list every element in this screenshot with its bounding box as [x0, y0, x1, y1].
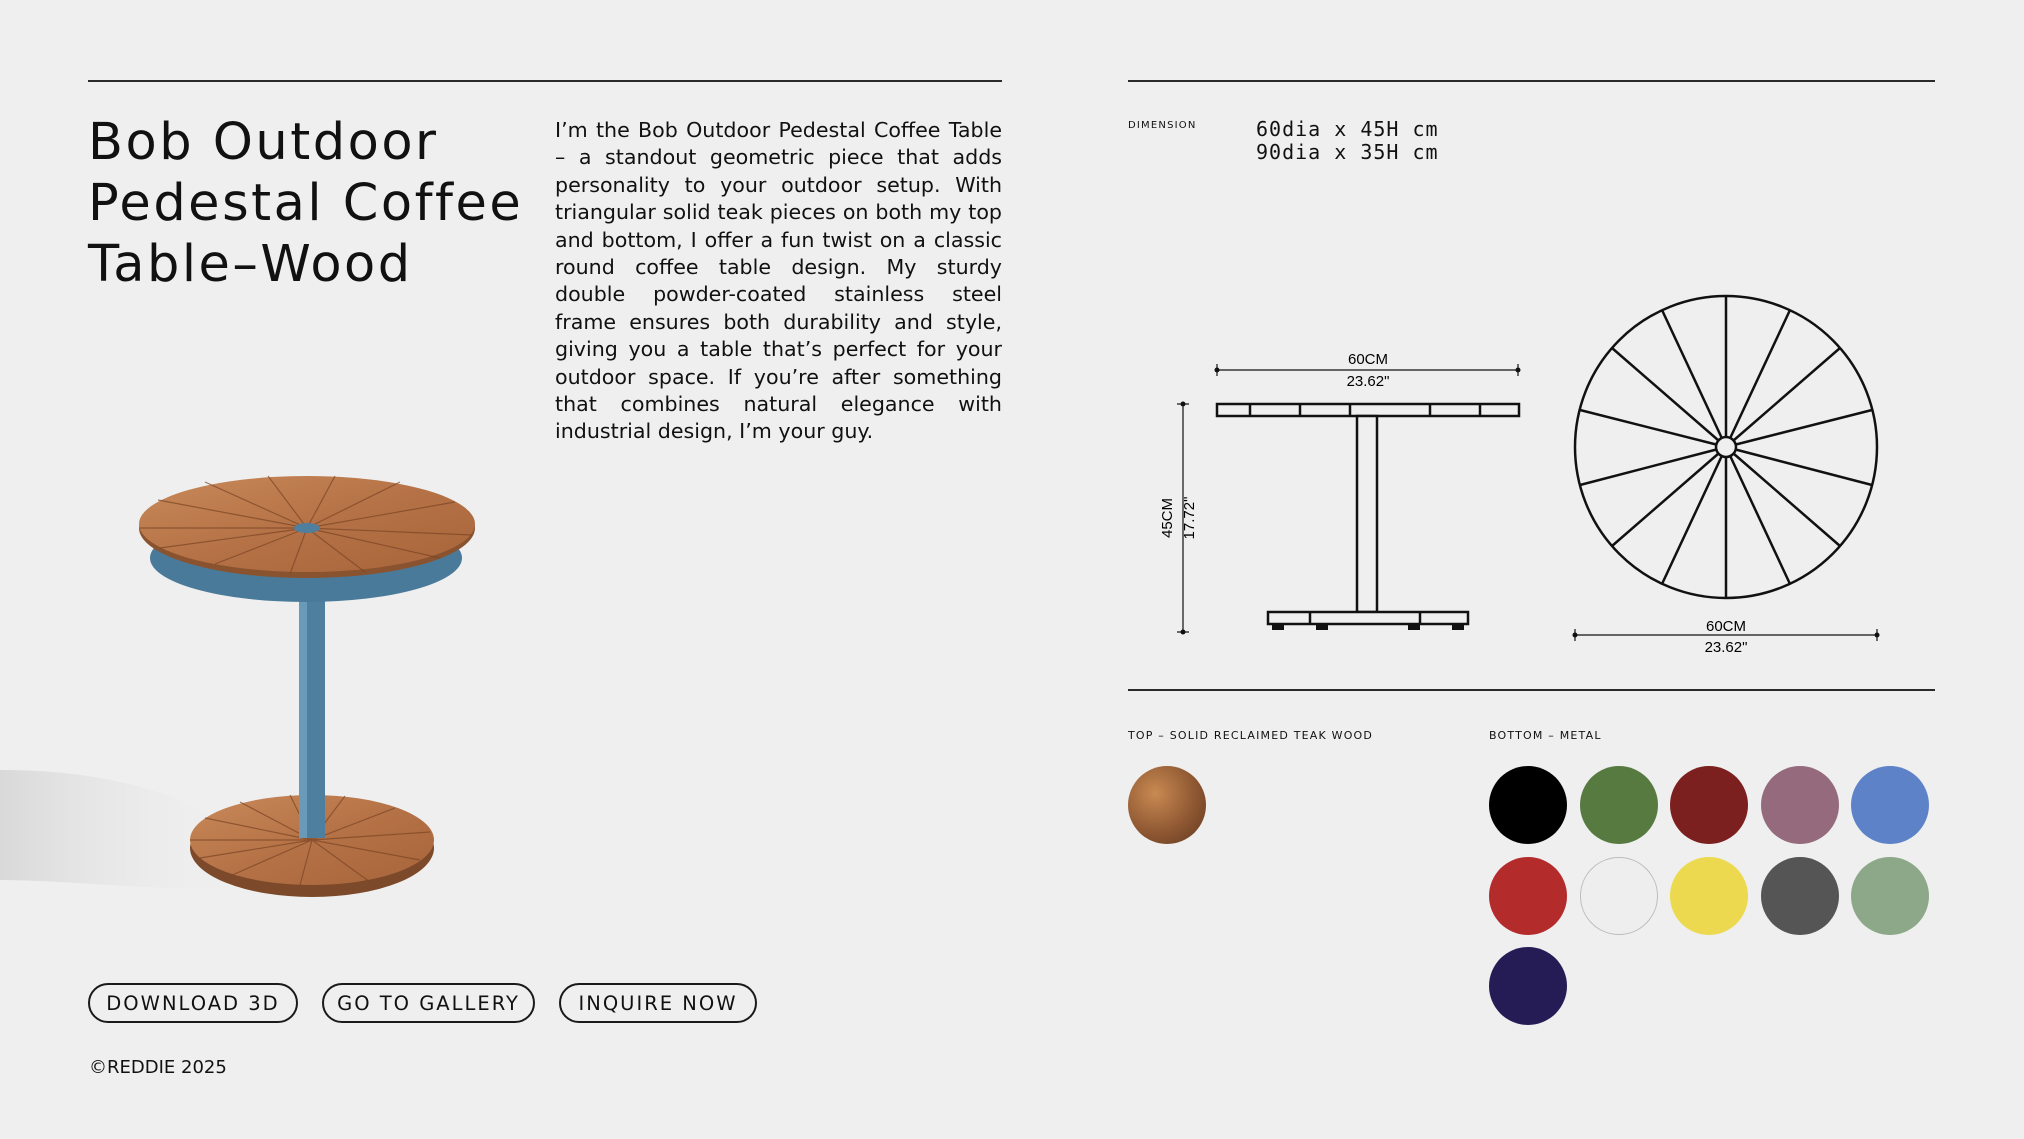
side-width-in: 23.62"	[1346, 373, 1390, 390]
top-material-label: TOP – SOLID RECLAIMED TEAK WOOD	[1128, 729, 1374, 742]
copyright: ©REDDIE 2025	[89, 1057, 227, 1078]
metal-color-swatch[interactable]	[1670, 857, 1748, 935]
metal-color-swatch[interactable]	[1761, 857, 1839, 935]
top-rule-right	[1128, 80, 1935, 82]
title-line-1: Bob Outdoor	[88, 113, 439, 172]
dimension-value-2: 90dia x 35H cm	[1256, 140, 1439, 164]
bottom-material-label: BOTTOM – METAL	[1489, 729, 1602, 742]
metal-color-swatch[interactable]	[1489, 947, 1567, 1025]
metal-color-swatch[interactable]	[1580, 766, 1658, 844]
dimension-value-1: 60dia x 45H cm	[1256, 117, 1439, 141]
title-line-2: Pedestal Coffee	[88, 174, 524, 233]
top-width-cm: 60CM	[1705, 618, 1747, 635]
inquire-now-button[interactable]: INQUIRE NOW	[559, 983, 757, 1023]
metal-color-swatch[interactable]	[1851, 857, 1929, 935]
product-image	[0, 440, 520, 920]
product-description: I’m the Bob Outdoor Pedestal Coffee Table – a standout geometric piece that adds personality to your outdoor setup. With triangular solid teak pieces on both my top and bottom, I offer a fun twist on a classic round coffee table design. My sturdy double powder-coated stainless steel frame ensures both durability and style, giving you a table that’s perfect for your outdoor space. If you’re after something that combines natural elegance with industrial design, I’m your guy.	[555, 118, 1002, 444]
title-line-3: Table–Wood	[88, 235, 413, 294]
dimension-label: DIMENSION	[1128, 120, 1197, 131]
download-3d-button[interactable]: DOWNLOAD 3D	[88, 983, 298, 1023]
mid-rule-right	[1128, 689, 1935, 691]
product-title	[88, 112, 528, 295]
height-in: 17.72"	[1181, 496, 1198, 540]
dimension-values	[1256, 118, 1439, 164]
top-width-in: 23.62"	[1704, 639, 1748, 656]
metal-color-swatch[interactable]	[1489, 857, 1567, 935]
metal-color-swatch[interactable]	[1851, 766, 1929, 844]
metal-color-swatch[interactable]	[1489, 766, 1567, 844]
side-width-cm: 60CM	[1347, 351, 1389, 368]
metal-color-swatch[interactable]	[1761, 766, 1839, 844]
teak-wood-swatch[interactable]	[1128, 766, 1206, 844]
height-cm: 45CM	[1159, 497, 1176, 539]
go-to-gallery-button[interactable]: GO TO GALLERY	[322, 983, 535, 1023]
metal-color-swatch[interactable]	[1670, 766, 1748, 844]
top-rule-left	[88, 80, 1002, 82]
metal-color-swatch[interactable]	[1580, 857, 1658, 935]
technical-drawing	[1150, 290, 1900, 670]
